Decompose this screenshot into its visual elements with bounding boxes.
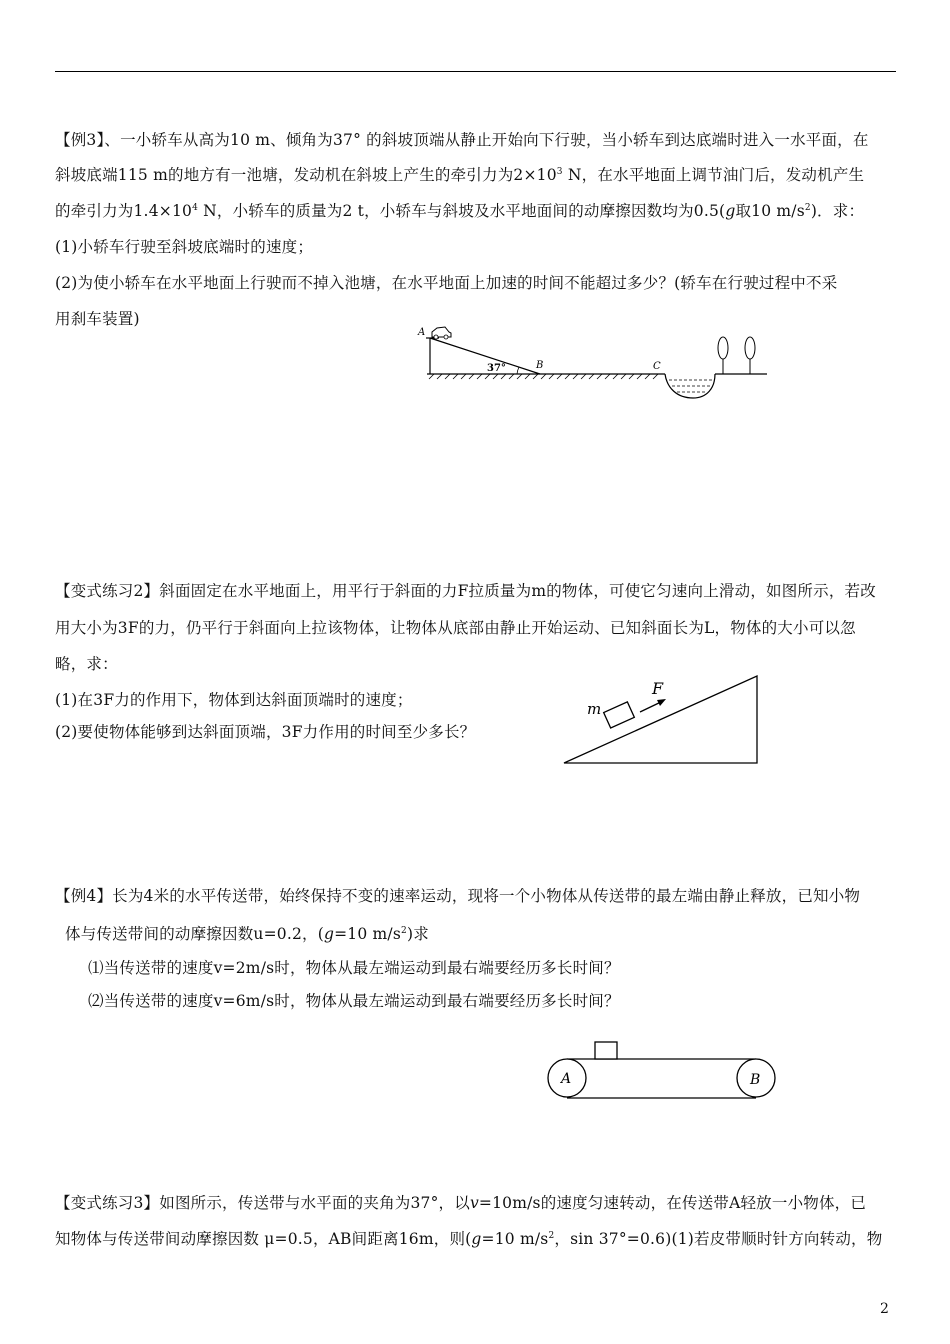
ex4-question-2: ⑵当传送带的速度v=6m/s时，物体从最左端运动到最右端要经历多长时间？ <box>88 992 620 1010</box>
conveyor-figure <box>547 1038 777 1100</box>
var2-question-2: (2)要使物体能够到达斜面顶端，3F力作用的时间至少多长？ <box>55 723 476 741</box>
page-number: 2 <box>880 1301 889 1317</box>
ex3-line-1: 【例3】、一小轿车从高为10 m、倾角为37° 的斜坡顶端从静止开始向下行驶，当小轿车到达底端时进入一水平面，在 <box>55 131 869 149</box>
var2-question-1: (1)在3F力的作用下，物体到达斜面顶端时的速度； <box>55 691 413 709</box>
ex4-line-1: 【例4】长为4米的水平传送带，始终保持不变的速率运动，现将一个小物体从传送带的最左端由静止释放，已知小物 <box>55 887 861 905</box>
ex3-question-1: (1)小轿车行驶至斜坡底端时的速度； <box>55 238 314 256</box>
tree-icon <box>718 337 728 374</box>
var2-line-2: 用大小为3F的力，仍平行于斜面向上拉该物体，让物体从底部由静止开始运动、已知斜面长为L，物体的大小可以忽 <box>55 619 856 637</box>
car-icon <box>432 327 451 339</box>
label-b: B <box>750 1072 761 1088</box>
ex4-line-2: 体与传送带间的动摩擦因数u=0.2，(g=10 $m/s^2$)求 <box>65 925 429 943</box>
incline-figure <box>560 672 760 768</box>
label-a: A <box>418 327 426 338</box>
ex3-question-2-cont: 用刹车装置) <box>55 310 140 328</box>
ex3-line-3: 的牵引力为$1.4\times 10^4$ N，小轿车的质量为2 t，小轿车与斜坡及水平地面间的动摩擦因数均为0.5(g取10 $m/s^2$)．求： <box>55 202 865 220</box>
label-mass: m <box>587 700 602 718</box>
label-c: C <box>653 361 661 372</box>
ex4-question-1: ⑴当传送带的速度v=2m/s时，物体从最左端运动到最右端要经历多长时间？ <box>88 959 620 977</box>
slope-pond-figure <box>415 320 775 405</box>
var3-line-2: 知物体与传送带间动摩擦因数 μ=0.5，AB间距离16m，则(g=10 $m/s^2$，sin 37°=0.6)(1)若皮带顺时针方向转动，物 <box>55 1230 883 1248</box>
header-rule <box>55 71 896 72</box>
label-a: A <box>561 1071 572 1087</box>
ex3-line-2: 斜坡底端115 m的地方有一池塘，发动机在斜坡上产生的牵引力为$2\times 10^3$ N，在水平地面上调节油门后，发动机产生 <box>55 166 865 184</box>
label-angle: 37° <box>487 363 506 374</box>
ex3-question-2: (2)为使小轿车在水平地面上行驶而不掉入池塘，在水平地面上加速的时间不能超过多少？(轿车在行驶过程中不采 <box>55 274 838 292</box>
var2-line-3: 略，求： <box>55 655 118 673</box>
label-b: B <box>536 360 544 371</box>
block <box>595 1042 617 1059</box>
var3-line-1: 【变式练习3】如图所示，传送带与水平面的夹角为37°，以v=10m/s的速度匀速转动，在传送带A轻放一小物体，已 <box>55 1194 867 1212</box>
block <box>604 702 635 728</box>
tree-icon <box>745 337 755 374</box>
var2-line-1: 【变式练习2】斜面固定在水平地面上，用平行于斜面的力F拉质量为m的物体，可使它匀速向上滑动，如图所示，若改 <box>55 582 876 600</box>
label-force: F <box>652 679 664 698</box>
